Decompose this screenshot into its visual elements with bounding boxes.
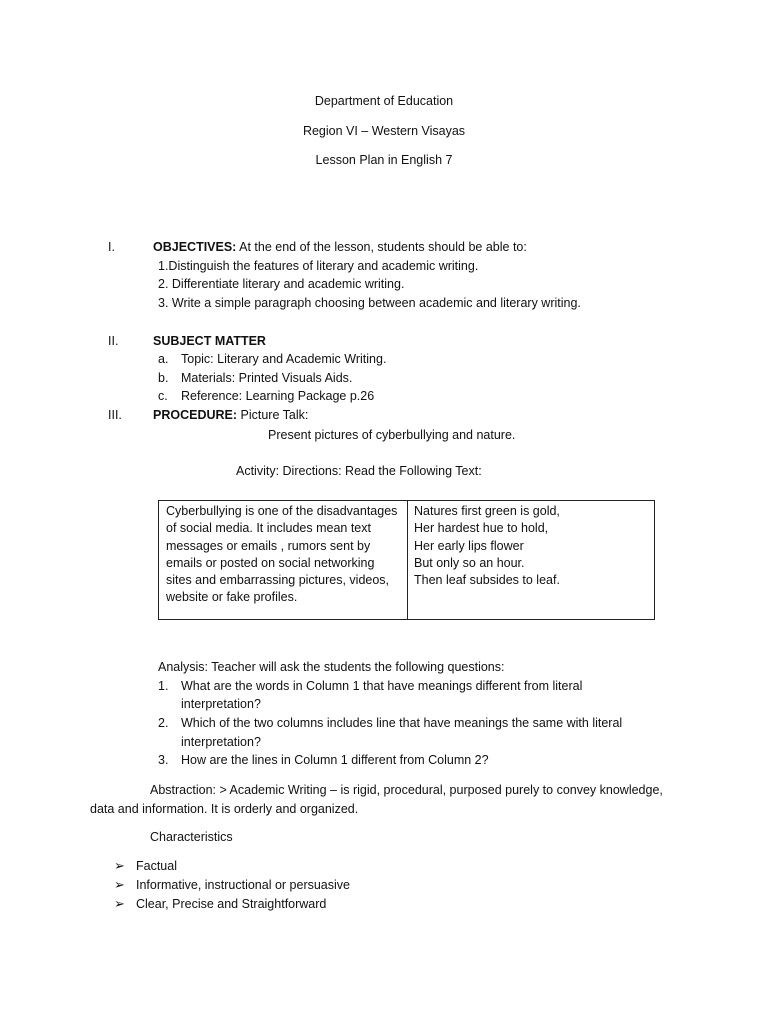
column1-line: of social media. It includes mean text bbox=[166, 521, 371, 535]
procedure-present-text: Present pictures of cyberbullying and nature. bbox=[268, 428, 516, 442]
characteristic-item: Factual bbox=[136, 859, 177, 873]
text-comparison-table bbox=[158, 500, 655, 620]
analysis-question-marker: 2. bbox=[158, 716, 169, 730]
subject-matter-item: Materials: Printed Visuals Aids. bbox=[181, 371, 353, 385]
table-column-divider bbox=[407, 501, 408, 619]
subject-matter-heading: SUBJECT MATTER bbox=[153, 334, 266, 348]
characteristic-item: Informative, instructional or persuasive bbox=[136, 878, 350, 892]
objective-item: 2. Differentiate literary and academic writing. bbox=[158, 277, 405, 291]
objective-item: 1.Distinguish the features of literary and academic writing. bbox=[158, 259, 479, 273]
column2-line: But only so an hour. bbox=[414, 556, 525, 570]
subject-matter-marker: b. bbox=[158, 371, 169, 385]
analysis-question-marker: 1. bbox=[158, 679, 169, 693]
objectives-label: OBJECTIVES: bbox=[153, 240, 237, 254]
column1-line: messages or emails , rumors sent by bbox=[166, 539, 371, 553]
column2-line: Her early lips flower bbox=[414, 539, 524, 553]
objectives-numeral: I. bbox=[108, 240, 115, 254]
column1-line: emails or posted on social networking bbox=[166, 556, 375, 570]
objectives-intro: At the end of the lesson, students should be able to: bbox=[236, 240, 527, 254]
column1-line: sites and embarrassing pictures, videos, bbox=[166, 573, 390, 587]
analysis-question: Which of the two columns includes line that have meanings the same with literal bbox=[181, 716, 623, 730]
abstraction-line-1: Abstraction: > Academic Writing – is rigid, procedural, purposed purely to convey knowledge, bbox=[150, 783, 663, 797]
analysis-intro: Analysis: Teacher will ask the students the following questions: bbox=[158, 660, 505, 674]
column1-line: website or fake profiles. bbox=[166, 590, 298, 604]
analysis-question: How are the lines in Column 1 different from Column 2? bbox=[181, 753, 489, 767]
characteristic-item: Clear, Precise and Straightforward bbox=[136, 897, 327, 911]
arrow-bullet-icon: ➢ bbox=[114, 858, 125, 873]
characteristics-heading: Characteristics bbox=[150, 830, 233, 844]
header-lesson-plan-title: Lesson Plan in English 7 bbox=[315, 153, 453, 167]
subject-matter-marker: a. bbox=[158, 352, 169, 366]
objectives-heading bbox=[153, 240, 527, 255]
objective-item: 3. Write a simple paragraph choosing between academic and literary writing. bbox=[158, 296, 581, 310]
column2-line: Natures first green is gold, bbox=[414, 504, 560, 518]
column1-line: Cyberbullying is one of the disadvantages bbox=[166, 504, 398, 518]
analysis-question: What are the words in Column 1 that have meanings different from literal bbox=[181, 679, 583, 693]
procedure-heading bbox=[153, 408, 308, 423]
procedure-intro: Picture Talk: bbox=[237, 408, 309, 422]
analysis-question-marker: 3. bbox=[158, 753, 169, 767]
procedure-label: PROCEDURE: bbox=[153, 408, 238, 422]
header-department: Department of Education bbox=[314, 94, 454, 108]
header-region: Region VI – Western Visayas bbox=[302, 124, 466, 138]
subject-matter-numeral: II. bbox=[108, 334, 119, 348]
subject-matter-marker: c. bbox=[158, 389, 168, 403]
column2-line: Then leaf subsides to leaf. bbox=[414, 573, 560, 587]
analysis-question-continuation: interpretation? bbox=[181, 735, 261, 749]
subject-matter-item: Topic: Literary and Academic Writing. bbox=[181, 352, 387, 366]
column2-line: Her hardest hue to hold, bbox=[414, 521, 549, 535]
analysis-question-continuation: interpretation? bbox=[181, 697, 261, 711]
arrow-bullet-icon: ➢ bbox=[114, 877, 125, 892]
procedure-activity-text: Activity: Directions: Read the Following Text: bbox=[236, 464, 482, 478]
subject-matter-item: Reference: Learning Package p.26 bbox=[181, 389, 375, 403]
procedure-numeral: III. bbox=[108, 408, 122, 422]
arrow-bullet-icon: ➢ bbox=[114, 896, 125, 911]
abstraction-line-2: data and information. It is orderly and organized. bbox=[90, 802, 359, 816]
